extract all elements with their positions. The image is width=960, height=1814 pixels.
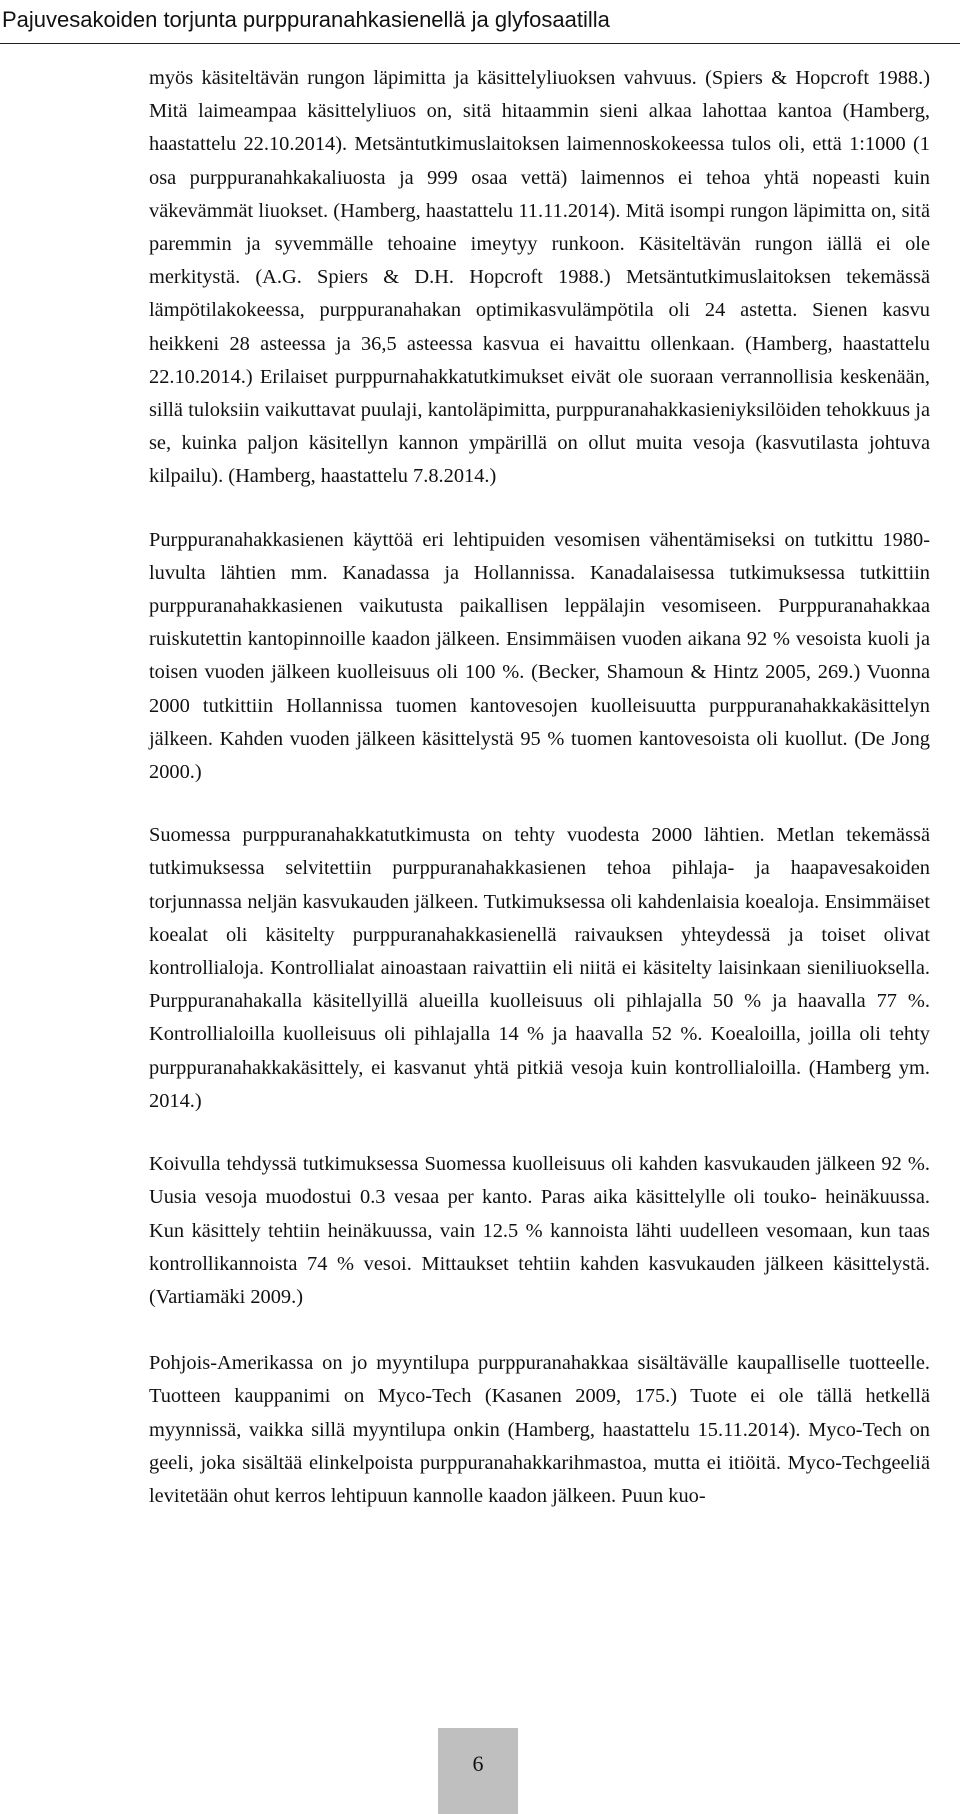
page-number: 6 [472, 1751, 484, 1776]
body-text [149, 62, 930, 1513]
paragraph: Purppuranahakkasienen käyttöä eri lehtipuiden vesomisen vähentämiseksi on tutkittu 1980-luvulta lähtien mm. Kanadassa ja Hollannissa. Kanadalaisessa tutkimuksessa tutkittiin purppuranahakkasienen vaikutusta paikallisen leppälajin vesomiseen. Purppuranahakkaa ruiskutettin kantopinnoille kaadon jälkeen. Ensimmäisen vuoden aikana 92 % vesoista kuoli ja toisen vuoden jälkeen kuolleisuus oli 100 %. (Becker, Shamoun & Hintz 2005, 269.) Vuonna 2000 tutkittiin Hollannissa tuomen kantovesojen kuolleisuutta purppuranahakkakäsittelyn jälkeen. Kahden vuoden jälkeen käsittelystä 95 % tuomen kantovesoista oli kuollut. (De Jong 2000.) [149, 528, 930, 784]
paragraph: Suomessa purppuranahakkatutkimusta on tehty vuodesta 2000 lähtien. Metlan tekemässä tutkimuksessa selvitettiin purppuranahakkasienen tehoa pihlaja- ja haapavesakoiden torjunnassa neljän kasvukauden jälkeen. Tutkimuksessa oli kahdenlaisia koealoja. Ensimmäiset koealat oli käsitelty purppuranahakkasienellä raivauksen yhteydessä ja toiset olivat kontrollialoja. Kontrollialat ainoastaan raivattiin eli niitä ei käsitelty laisinkaan sieniliuoksella. Purppuranahakalla käsitellyillä alueilla kuolleisuus oli pihlajalla 50 % ja haavalla 77 %. Kontrollialoilla kuolleisuus oli pihlajalla 14 % ja haavalla 52 %. Koealoilla, joilla oli tehty purppuranahakkakäsittely, ei kasvanut yhtä pitkiä vesoja kuin kontrollialoilla. (Hamberg ym. 2014.) [149, 824, 930, 1112]
document-title: Pajuvesakoiden torjunta purppuranahkasienellä ja glyfosaatilla [2, 7, 610, 32]
paragraph: myös käsiteltävän rungon läpimitta ja käsittelyliuoksen vahvuus. (Spiers & Hopcroft 1988.) Mitä laimeampaa käsittelyliuos on, sitä hitaammin sieni alkaa lahottaa kantoa (Hamberg, haastattelu 22.10.2014). Metsäntutkimuslaitoksen laimennoskokeessa tulos oli, että 1:1000 (1 osa purppuranahkakaliuosta ja 999 osaa vettä) laimennos ei tehoa yhtä nopeasti kuin väkevämmät liuokset. (Hamberg, haastattelu 11.11.2014). Mitä isompi rungon läpimitta on, sitä paremmin ja syvemmälle tehoaine imeytyy runkoon. Käsiteltävän rungon iällä ei ole merkitystä. (A.G. Spiers & D.H. Hopcroft 1988.) Metsäntutkimuslaitoksen tekemässä lämpötilakokeessa, purppuranahakan optimikasvulämpötila oli 24 astetta. Sienen kasvu heikkeni 28 asteessa ja 36,5 asteessa kasvua ei havaittu ollenkaan. (Hamberg, haastattelu 22.10.2014.) Erilaiset purppurnahakkatutkimukset eivät ole suoraan verrannollisia keskenään, sillä tuloksiin vaikuttavat puulaji, kantoläpimitta, purppuranahakkasieniyksilöiden tehokkuus ja se, kuinka paljon käsitellyn kannon ympärillä on ollut muita vesoja (kasvutilasta johtuva kilpailu). (Hamberg, haastattelu 7.8.2014.) [149, 67, 930, 488]
running-header [0, 0, 960, 44]
paragraph: Koivulla tehdyssä tutkimuksessa Suomessa kuolleisuus oli kahden kasvukauden jälkeen 92 %. Uusia vesoja muodostui 0.3 vesaa per kanto. Paras aika käsittelylle oli touko- heinäkuussa. Kun käsittely tehtiin heinäkuussa, vain 12.5 % kannoista lähti uudelleen vesomaan, kun taas kontrollikannoista 74 % vesoi. Mittaukset tehtiin kahden kasvukauden jälkeen käsittelystä. (Vartiamäki 2009.) [149, 1153, 930, 1308]
page-number-box [438, 1728, 518, 1814]
paragraph: Pohjois-Amerikassa on jo myyntilupa purppuranahakkaa sisältävälle kaupalliselle tuotteelle. Tuotteen kauppanimi on Myco-Tech (Kasanen 2009, 175.) Tuote ei ole tällä hetkellä myynnissä, vaikka sillä myyntilupa onkin (Hamberg, haastattelu 15.11.2014). Myco-Tech on geeli, joka sisältää elinkelpoista purppuranahakkarihmastoa, mutta ei itiöitä. Myco-Techgeeliä levitetään ohut kerros lehtipuun kannolle kaadon jälkeen. Puun kuo- [149, 1352, 930, 1507]
